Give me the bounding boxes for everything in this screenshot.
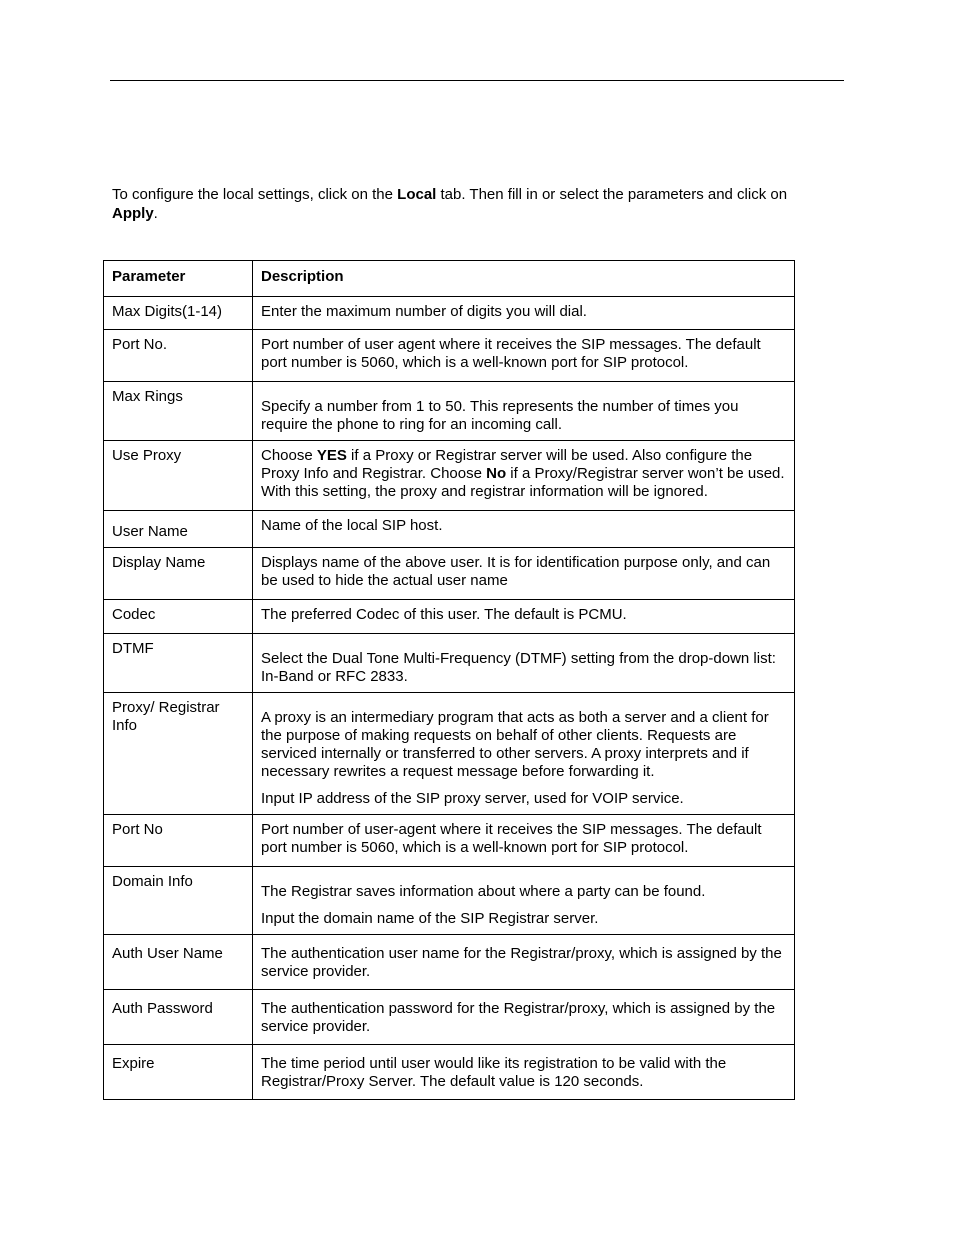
- use-proxy-no: No: [486, 465, 507, 482]
- description-cell: [253, 990, 795, 1045]
- param-cell: Expire: [104, 1045, 253, 1100]
- description-text: Enter the maximum number of digits you will dial.: [261, 303, 587, 320]
- description-cell: [253, 441, 795, 511]
- description-cell: [253, 935, 795, 990]
- description-cell: [253, 815, 795, 867]
- intro-apply-name: Apply: [112, 205, 154, 222]
- description-text: Name of the local SIP host.: [261, 517, 443, 534]
- table-row-codec: [104, 600, 795, 634]
- table-row-proxy-registrar-info: [104, 693, 795, 815]
- param-cell: Auth User Name: [104, 935, 253, 990]
- param-cell: Max Digits(1-14): [104, 297, 253, 330]
- param-cell: Port No: [104, 815, 253, 867]
- table-row-domain-info: [104, 867, 795, 935]
- description-text: Input IP address of the SIP proxy server, used for VOIP service.: [261, 790, 684, 807]
- table-row-use-proxy: [104, 441, 795, 511]
- intro-paragraph: [112, 185, 832, 223]
- table-row-dtmf: [104, 634, 795, 693]
- use-proxy-yes: YES: [316, 447, 347, 464]
- table-row-port-no: [104, 330, 795, 382]
- intro-text-2: tab. Then fill in or select the parameters and click on: [436, 186, 788, 203]
- param-cell: Display Name: [104, 548, 253, 600]
- header-parameter: Parameter: [104, 261, 253, 297]
- param-cell: DTMF: [104, 634, 253, 693]
- table-header-row: [104, 261, 795, 297]
- intro-text-1: To configure the local settings, click on the: [112, 186, 398, 203]
- description-cell: [253, 1045, 795, 1100]
- use-proxy-text-3: if a Proxy/Registrar server won’t be used. With this setting, the proxy and registrar information will be ignored.: [261, 465, 785, 500]
- table-row-max-rings: [104, 382, 795, 441]
- description-text: Port number of user agent where it receives the SIP messages. The default port number is 5060, which is a well-known port for SIP protocol.: [261, 336, 761, 371]
- table-row-port-no-2: [104, 815, 795, 867]
- description-cell: [253, 382, 795, 441]
- param-cell: Domain Info: [104, 867, 253, 935]
- header-rule: [110, 80, 844, 81]
- description-cell: [253, 548, 795, 600]
- description-text: The authentication user name for the Registrar/proxy, which is assigned by the service provider.: [261, 945, 782, 980]
- use-proxy-text-1: Choose: [261, 447, 317, 464]
- table-row-expire: [104, 1045, 795, 1100]
- description-text: The authentication password for the Registrar/proxy, which is assigned by the service provider.: [261, 1000, 776, 1035]
- header-description: Description: [253, 261, 795, 297]
- description-cell: [253, 600, 795, 634]
- param-cell: Port No.: [104, 330, 253, 382]
- parameter-table: [103, 260, 795, 1100]
- description-text: [261, 447, 786, 501]
- param-cell: User Name: [104, 511, 253, 548]
- description-cell: [253, 867, 795, 935]
- description-text: Displays name of the above user. It is for identification purpose only, and can be used to hide the actual user name: [261, 554, 771, 589]
- table-row-user-name: [104, 511, 795, 548]
- intro-local-tab-name: Local: [397, 186, 437, 203]
- table-row-max-digits: [104, 297, 795, 330]
- description-text: The Registrar saves information about where a party can be found.: [261, 883, 706, 900]
- description-text: A proxy is an intermediary program that acts as both a server and a client for the purpose of making requests on behalf of other clients. Requests are serviced internally or transferred to other servers. A proxy interprets and if necessary rewrites a request message before forwarding it.: [261, 709, 769, 780]
- description-cell: [253, 693, 795, 815]
- param-cell: Proxy/ Registrar Info: [104, 693, 253, 815]
- description-text: Specify a number from 1 to 50. This represents the number of times you require the phone to ring for an incoming call.: [261, 398, 739, 433]
- param-cell: Codec: [104, 600, 253, 634]
- intro-text-3: .: [153, 205, 158, 222]
- description-cell: [253, 511, 795, 548]
- description-cell: [253, 297, 795, 330]
- table-row-auth-password: [104, 990, 795, 1045]
- description-text: Input the domain name of the SIP Registrar server.: [261, 910, 599, 927]
- table-row-display-name: [104, 548, 795, 600]
- param-cell: Max Rings: [104, 382, 253, 441]
- use-proxy-text-2: if a Proxy or Registrar server will be used. Also configure the Proxy Info and Registrar. Choose: [261, 447, 753, 482]
- param-cell: Auth Password: [104, 990, 253, 1045]
- description-text: Port number of user-agent where it receives the SIP messages. The default port number is 5060, which is a well-known port for SIP protocol.: [261, 821, 762, 856]
- description-text: The time period until user would like its registration to be valid with the Registrar/Proxy Server. The default value is 120 seconds.: [261, 1055, 727, 1090]
- description-text: Select the Dual Tone Multi-Frequency (DTMF) setting from the drop-down list: In-Band or RFC 2833.: [261, 650, 776, 685]
- table-row-auth-user-name: [104, 935, 795, 990]
- param-cell: Use Proxy: [104, 441, 253, 511]
- description-cell: [253, 634, 795, 693]
- description-cell: [253, 330, 795, 382]
- description-text: The preferred Codec of this user. The default is PCMU.: [261, 606, 627, 623]
